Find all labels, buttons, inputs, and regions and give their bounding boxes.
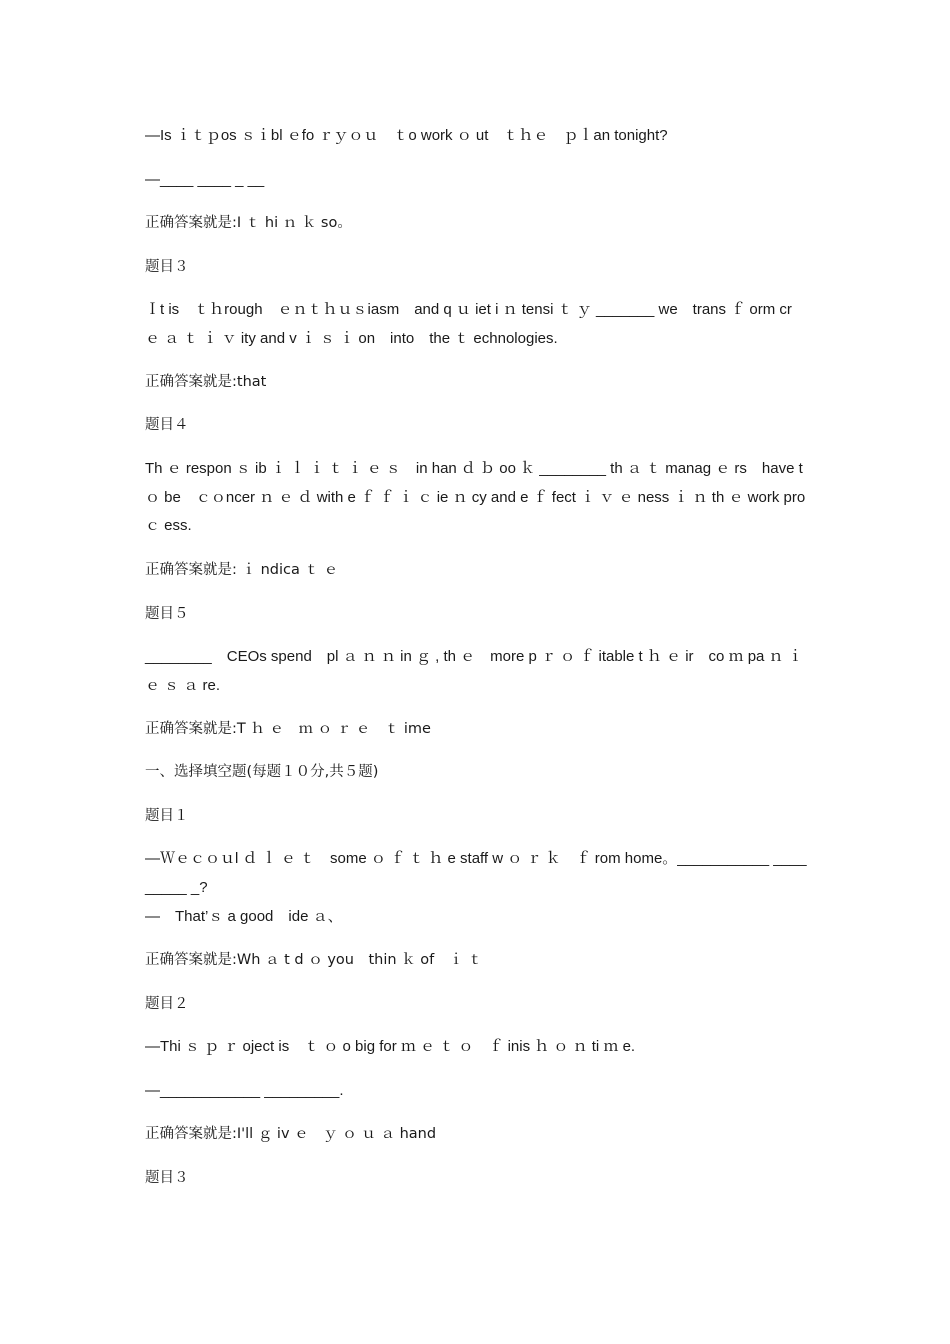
- question-text: ________ CEOs spend pl ａ ｎ ｎ in ｇ , th ｅ more p ｒ ｏ ｆ itable t ｈ ｅ ir co ｍ pa ｎ ｉ ｅ ｓ ａ re.: [145, 648, 807, 694]
- question-heading: 题目３: [145, 1170, 189, 1186]
- question-heading: 题目２: [145, 996, 189, 1012]
- answer-blank-line: —____________ _________.: [145, 1082, 344, 1099]
- question-heading: 题目３: [145, 259, 189, 275]
- question-heading: 题目４: [145, 417, 189, 433]
- question-text: Ｉt is ｔｈrough ｅｎｔｈｕｓiasm and q ｕ iet i ｎ tensi ｔ ｙ _______ we trans ｆ orm cr ｅ ａ ｔ ｉ ｖ ity and v ｉ ｓ ｉ on into the ｔ echnologies.: [145, 301, 797, 347]
- correct-answer: 正确答案就是: ｉ ndica ｔ ｅ: [145, 562, 339, 578]
- answer-dialogue-line: — That’ｓ a good ide ａ、: [145, 908, 343, 925]
- correct-answer: 正确答案就是:that: [145, 374, 267, 390]
- question-heading: 题目５: [145, 606, 189, 622]
- correct-answer: 正确答案就是:I'll ｇ iv ｅ ｙ ｏ ｕ ａ hand: [145, 1126, 437, 1142]
- question-dialogue-line: —Ｗｅｃｏｕl ｄ ｌ ｅ ｔ some ｏ ｆ ｔ ｈ e staff w ｏ ｒ ｋ ｆ rom home。___________ _________ _?: [145, 850, 807, 896]
- correct-answer: 正确答案就是:T ｈ ｅ ｍ ｏ ｒ ｅ ｔ ime: [145, 721, 431, 737]
- answer-blank-line: —____ ____ _ __: [145, 171, 265, 188]
- correct-answer: 正确答案就是:I ｔ hi ｎ ｋ so。: [145, 215, 352, 231]
- question-heading: 题目１: [145, 808, 189, 824]
- section-heading: 一、选择填空题(每题１０分,共５题): [145, 764, 379, 780]
- question-dialogue-line: —Thi ｓ ｐ ｒ oject is ｔ ｏ o big for ｍ ｅ ｔ ｏ ｆ inis ｈ ｏ ｎ ti ｍ e.: [145, 1038, 636, 1055]
- question-text: Th ｅ respon ｓ ib ｉ ｌ ｉ ｔ ｉ ｅ ｓ in han ｄ ｂ oo ｋ ________ th ａ ｔ manag ｅ rs have t ｏ be ｃｏncer ｎ ｅ ｄ with e ｆ ｆ ｉ ｃ ie ｎ cy and e ｆ fect ｉ ｖ ｅ ness ｉ ｎ th ｅ work pro ｃ ess.: [145, 460, 810, 534]
- question-dialogue-line: —Is ｉｔｐos ｓｉbl ｅfo ｒｙｏｕ ｔo work ｏ ut ｔｈｅ ｐｌan tonight?: [145, 127, 668, 144]
- correct-answer: 正确答案就是:Wh ａ t d ｏ you thin ｋ of ｉ ｔ: [145, 952, 483, 968]
